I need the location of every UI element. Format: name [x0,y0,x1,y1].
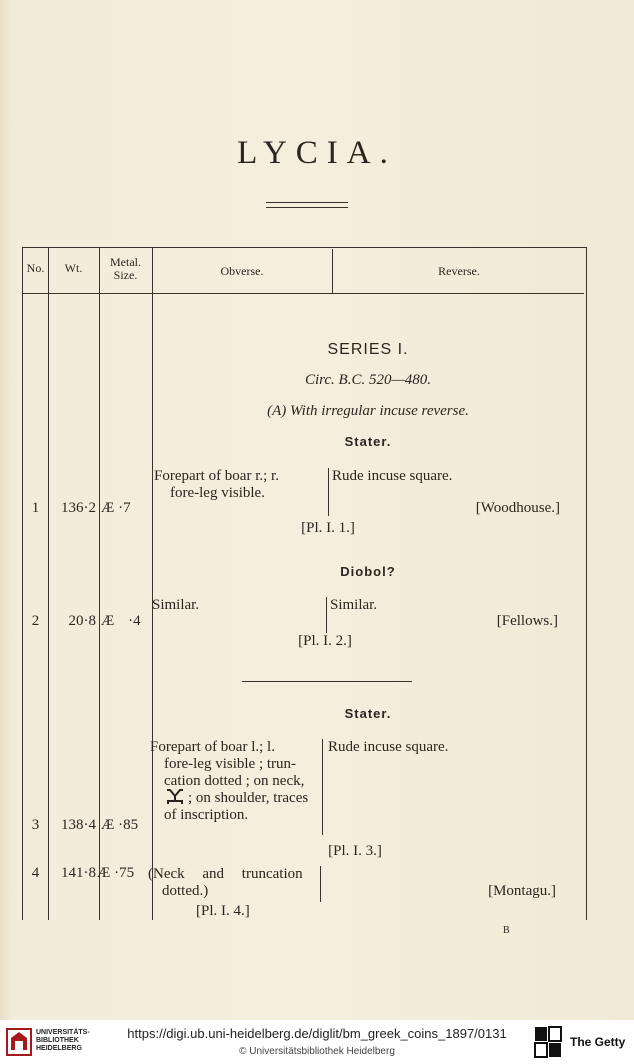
entry-2-weight: 20·8 [68,613,96,629]
entry-1-metal-size: Æ ·7 [101,500,131,516]
header-metal: Metal. [110,255,141,269]
viewer-footer [0,1020,634,1064]
column-divider-wt [99,247,100,920]
entry-1-weight: 136·2 [61,500,96,516]
entry-1-reverse: Rude incuse square. [332,468,453,484]
entry-4-weight: 141·8 [61,865,96,881]
entry-1-ob-rev-divider [328,468,329,516]
header-obverse: Obverse. [220,264,264,278]
copyright-notice: © Universitätsbibliothek Heidelberg [239,1046,395,1057]
entry-1-no: 1 [31,500,40,516]
header-no: No. [26,261,45,275]
entry-4-metal-size: Æ ·75 [97,865,135,881]
header-size: Size. [113,268,138,282]
uni-name-line1: UNIVERSITÄTS- [36,1029,90,1036]
entry-3-obverse-line5: of inscription. [164,807,249,823]
entry-2-obverse: Similar. [152,597,200,613]
section-a: (A) With irregular incuse reverse. [267,403,469,419]
entry-3-ob-rev-divider [322,739,323,835]
header-wt: Wt. [64,261,83,275]
entry-1-plate: [Pl. I. 1.] [301,520,355,536]
entry-2-heading: Diobol? [340,564,396,579]
entry-3-reverse: Rude incuse square. [328,739,449,755]
lycian-symbol-icon [165,788,185,806]
entry-3-obverse-line3: cation dotted ; on neck, [164,773,305,789]
entry-2-plate: [Pl. I. 2.] [298,633,352,649]
entry-4-collection: [Montagu.] [488,883,556,899]
title-rule-bottom [266,207,348,208]
entry-2-collection: [Fellows.] [496,613,558,629]
table-header-rule [22,293,584,294]
entry-3-obverse-line1: Forepart of boar l.; l. [150,739,275,755]
permalink-url[interactable]: https://digi.ub.uni-heidelberg.de/diglit/bm_greek_coins_1897/0131 [127,1026,507,1041]
section-divider [242,681,412,682]
getty-logo-icon [534,1026,562,1058]
uni-name-line2: BIBLIOTHEK [36,1037,79,1044]
entry-1-obverse-line1: Forepart of boar r.; r. [154,468,279,484]
entry-4-no: 4 [31,865,40,881]
entry-3-obverse-line2: fore-leg visible ; trun- [164,756,297,772]
entry-2-no: 2 [31,613,40,629]
table-top-rule [22,247,586,248]
series-title: SERIES I. [327,341,409,358]
entry-2-ob-rev-divider [326,597,327,633]
header-reverse: Reverse. [438,264,480,278]
entry-1-heading: Stater. [344,434,392,449]
entry-2-reverse: Similar. [330,597,378,613]
entry-4-plate: [Pl. I. 4.] [196,903,250,919]
entry-4-obverse-line1: (Neck and truncation [148,866,303,882]
entry-2-metal-size: Æ ·4 [101,613,141,629]
title-rule-top [266,202,348,203]
entry-3-heading: Stater. [344,706,392,721]
entry-3-no: 3 [31,817,40,833]
signature-mark: B [503,925,510,936]
page-title: LYCIA. [237,135,397,171]
entry-3-weight: 138·4 [61,817,96,833]
entry-1-obverse-line2: fore-leg visible. [170,485,265,501]
entry-4-obverse-line2: dotted.) [162,883,209,899]
entry-3-plate: [Pl. I. 3.] [328,843,382,859]
getty-name: The Getty [570,1035,626,1049]
entry-4-ob-rev-divider [320,866,321,902]
entry-3-obverse-line4: ; on shoulder, traces [188,790,309,806]
entry-3-metal-size: Æ ·85 [101,817,139,833]
circa-line: Circ. B.C. 520—480. [304,372,432,388]
entry-1-collection: [Woodhouse.] [475,500,560,516]
uni-name-line3: HEIDELBERG [36,1045,82,1052]
table-right-border [586,247,587,920]
